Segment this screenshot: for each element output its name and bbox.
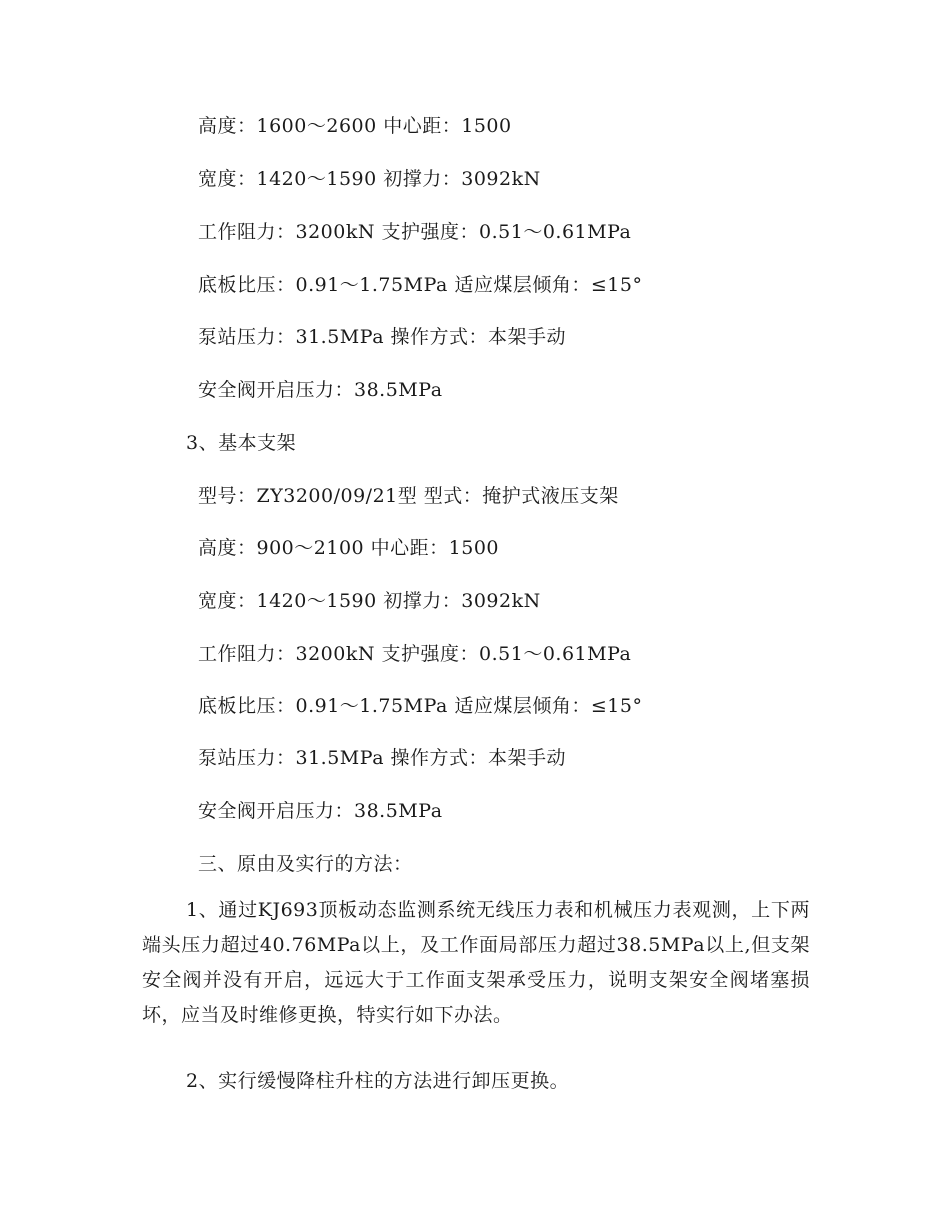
spec-line-safety-valve: 安全阀开启压力：38.5MPa (198, 379, 443, 401)
spec-line-floor-pressure: 底板比压：0.91～1.75MPa 适应煤层倾角：≤15° (198, 695, 643, 717)
spec-line-height: 高度：900～2100 中心距：1500 (198, 537, 500, 559)
spec-line-safety-valve: 安全阀开启压力：38.5MPa (198, 800, 443, 822)
paragraph-method: 2、实行缓慢降柱升柱的方法进行卸压更换。 (186, 1070, 570, 1092)
spec-line-floor-pressure: 底板比压：0.91～1.75MPa 适应煤层倾角：≤15° (198, 274, 643, 296)
section-heading-basic-support: 3、基本支架 (186, 432, 297, 454)
spec-line-height: 高度：1600～2600 中心距：1500 (198, 115, 512, 137)
paragraph-observation: 1、通过KJ693顶板动态监测系统无线压力表和机械压力表观测，上下两端头压力超过40.76MPa以上，及工作面局部压力超过38.5MPa以上,但支架安全阀并没有开启，远远大于工作面支架承受压力，说明支架安全阀堵塞损坏，应当及时维修更换，特实行如下办法。 (142, 899, 810, 1026)
part-heading-reasons-methods: 三、原由及实行的方法： (198, 853, 413, 875)
spec-line-resistance: 工作阻力：3200kN 支护强度：0.51～0.61MPa (198, 643, 632, 665)
spec-line-width: 宽度：1420～1590 初撑力：3092kN (198, 590, 541, 612)
spec-line-resistance: 工作阻力：3200kN 支护强度：0.51～0.61MPa (198, 221, 632, 243)
spec-line-width: 宽度：1420～1590 初撑力：3092kN (198, 168, 541, 190)
spec-line-pump-pressure: 泵站压力：31.5MPa 操作方式：本架手动 (198, 326, 567, 348)
spec-line-pump-pressure: 泵站压力：31.5MPa 操作方式：本架手动 (198, 747, 567, 769)
spec-line-model: 型号：ZY3200/09/21型 型式：掩护式液压支架 (198, 485, 619, 507)
